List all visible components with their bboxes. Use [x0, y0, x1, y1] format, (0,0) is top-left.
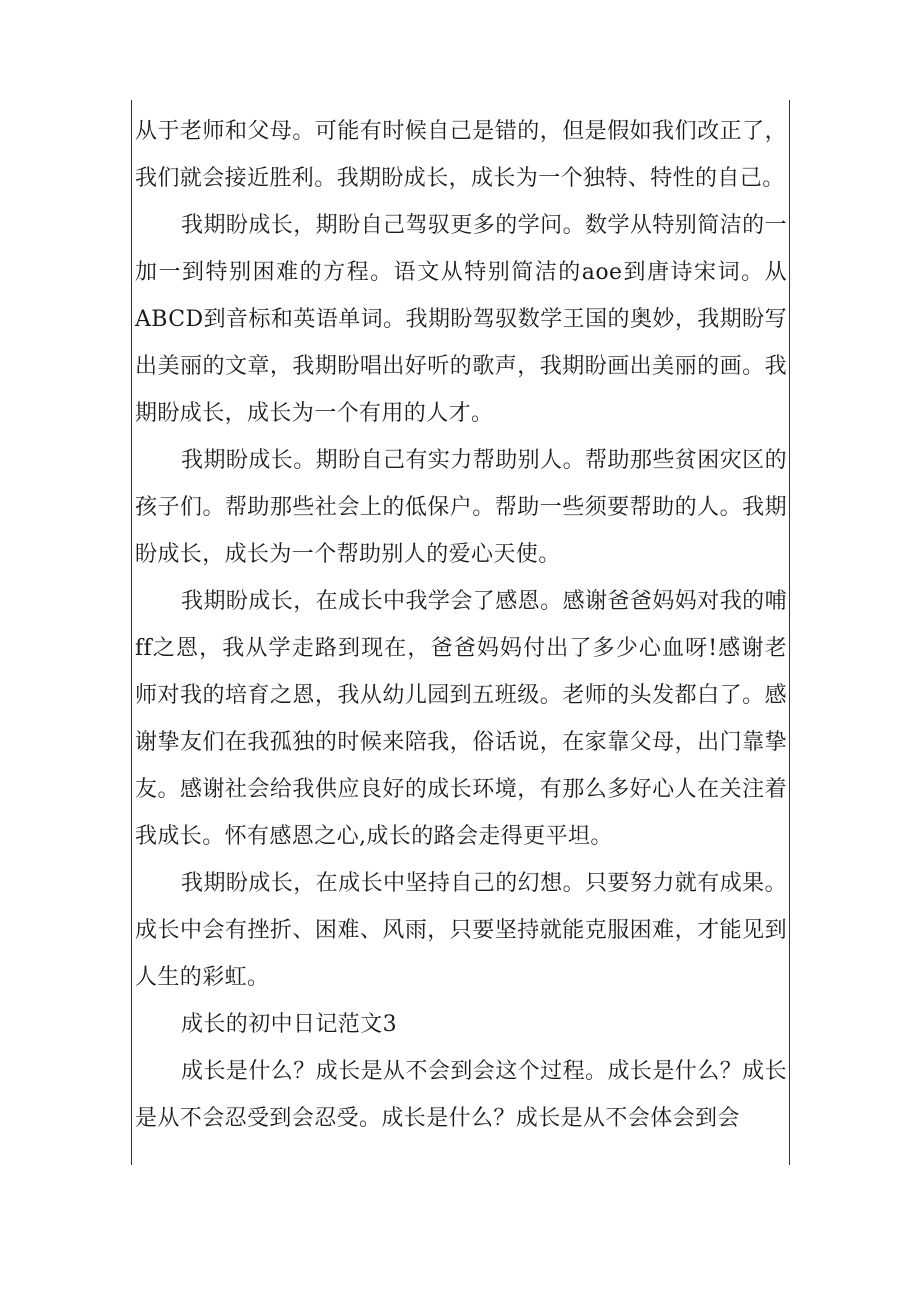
paragraph-5: 我期盼成长，在成长中坚持自己的幻想。只要努力就有成果。成长中会有挫折、困难、风雨，只要坚持就能克服困难，才能见到人生的彩虹。	[135, 871, 787, 990]
section-heading: 成长的初中日记范文3	[181, 1012, 397, 1037]
left-border-line	[131, 100, 132, 1165]
document-body	[135, 108, 787, 1142]
paragraph-1: 从于老师和父母。可能有时候自己是错的，但是假如我们改正了，我们就会接近胜利。我期盼成长，成长为一个独特、特性的自己。	[135, 119, 787, 191]
right-border-line	[789, 100, 790, 1165]
paragraph-4: 我期盼成长，在成长中我学会了感恩。感谢爸爸妈妈对我的哺ff之恩，我从学走路到现在，爸爸妈妈付出了多少心血呀!感谢老师对我的培育之恩，我从幼儿园到五班级。老师的头发都白了。感谢挚友们在我孤独的时候来陪我，俗话说，在家靠父母，出门靠挚友。感谢社会给我供应良好的成长环境，有那么多好心人在关注着我成长。怀有感恩之心,成长的路会走得更平坦。	[135, 589, 787, 849]
paragraph-3: 我期盼成长。期盼自己有实力帮助别人。帮助那些贫困灾区的孩子们。帮助那些社会上的低保户。帮助一些须要帮助的人。我期盼成长，成长为一个帮助别人的爱心天使。	[135, 448, 787, 567]
paragraph-6: 成长是什么？成长是从不会到会这个过程。成长是什么？成长是从不会忍受到会忍受。成长是什么？成长是从不会体会到会	[135, 1059, 787, 1131]
paragraph-2: 我期盼成长，期盼自己驾驭更多的学问。数学从特别简洁的一加一到特别困难的方程。语文从特别简洁的aoe到唐诗宋词。从ABCD到音标和英语单词。我期盼驾驭数学王国的奥妙，我期盼写出美丽的文章，我期盼唱出好听的歌声，我期盼画出美丽的画。我期盼成长，成长为一个有用的人才。	[135, 213, 787, 426]
